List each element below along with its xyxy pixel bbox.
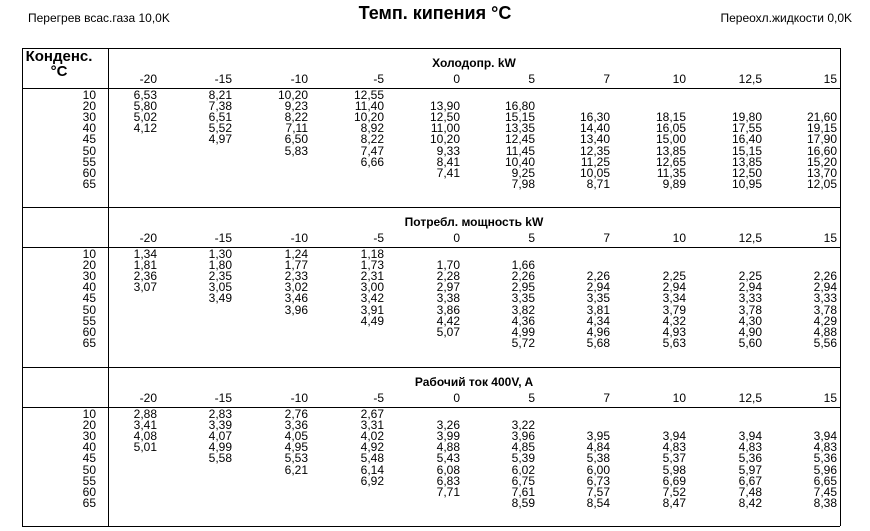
table-cell: 11,00 [430, 121, 460, 136]
table-cell: 2,88 [133, 407, 157, 421]
table-cell: 4,95 [284, 440, 308, 455]
table-cell: 17,90 [806, 132, 837, 147]
table-cell: 1,24 [284, 247, 308, 261]
table-cell: 9,89 [662, 176, 686, 191]
table-cell: 6,92 [360, 473, 384, 488]
table-cell: 7,11 [285, 121, 308, 136]
table-cell: 2,35 [208, 269, 232, 284]
table-cell: 15,20 [806, 154, 837, 169]
table-cell: 6,69 [662, 473, 686, 488]
evap-temp-header: 0 [453, 72, 460, 86]
table-cell: 3,33 [813, 291, 837, 306]
table-cell: 6,02 [511, 462, 535, 477]
table-cell: 3,07 [133, 280, 157, 295]
table-cell: 6,67 [738, 473, 762, 488]
table-cell: 6,83 [436, 473, 460, 488]
table-cell: 5,58 [208, 451, 232, 466]
evap-temp-header: 10 [672, 72, 686, 86]
evap-temp-header: 15 [823, 231, 837, 245]
table-cell: 5,36 [738, 451, 762, 466]
table-cell: 2,25 [662, 269, 686, 284]
table-cell: 10,20 [353, 110, 384, 125]
condensing-temp: 10 [82, 407, 96, 421]
table-cell: 6,73 [586, 473, 610, 488]
table-cell: 3,78 [813, 302, 837, 317]
table-cell: 6,14 [360, 462, 384, 477]
table-cell: 3,81 [586, 302, 610, 317]
table-cell: 2,94 [813, 280, 837, 295]
table-cell: 13,90 [429, 99, 460, 114]
table-cell: 2,67 [360, 407, 384, 421]
table-cell: 5,39 [511, 451, 535, 466]
table-cell: 3,35 [511, 291, 535, 306]
page-title: Темп. кипения °C [358, 3, 512, 23]
evap-temp-header: 5 [528, 231, 535, 245]
table-cell: 2,76 [284, 407, 308, 421]
table-cell: 12,05 [806, 176, 837, 191]
table-cell: 5,01 [133, 440, 157, 455]
table-cell: 13,85 [655, 143, 686, 158]
table-cell: 7,57 [586, 484, 610, 499]
table-cell: 2,94 [586, 280, 610, 295]
table-cell: 10,20 [429, 132, 460, 147]
condensing-temp: 30 [82, 429, 96, 444]
evap-temp-header: -15 [214, 391, 232, 405]
evap-temp-header: -15 [214, 231, 232, 245]
table-cell: 4,84 [586, 440, 610, 455]
condensing-temp: 55 [82, 154, 96, 169]
table-cell: 16,40 [731, 132, 762, 147]
table-border-bottom [22, 526, 840, 527]
table-cell: 2,33 [284, 269, 308, 284]
table-cell: 3,39 [208, 418, 232, 433]
table-cell: 8,22 [360, 132, 384, 147]
table-cell: 7,61 [511, 484, 535, 499]
condensing-temp: 45 [82, 132, 96, 147]
section-title: Холодопр. kW [432, 56, 516, 70]
table-cell: 6,21 [284, 462, 308, 477]
table-cell: 1,18 [360, 247, 384, 261]
table-cell: 3,26 [436, 418, 460, 433]
table-cell: 3,96 [511, 429, 535, 444]
table-cell: 6,65 [813, 473, 837, 488]
table-cell: 8,92 [360, 121, 384, 136]
table-cell: 4,12 [133, 121, 157, 136]
table-cell: 3,00 [360, 280, 384, 295]
table-cell: 18,15 [655, 110, 686, 125]
table-cell: 1,34 [133, 247, 157, 261]
table-cell: 1,70 [436, 258, 460, 273]
table-cell: 12,65 [655, 154, 686, 169]
table-cell: 3,36 [284, 418, 308, 433]
evap-temp-header: 7 [603, 72, 610, 86]
table-cell: 6,75 [511, 473, 535, 488]
evap-temp-header: -10 [290, 72, 308, 86]
section-top-line [22, 48, 840, 49]
table-cell: 8,59 [511, 495, 535, 510]
condensing-temp: 30 [82, 110, 96, 125]
table-cell: 19,15 [806, 121, 837, 136]
condensing-temp: 65 [82, 335, 96, 350]
evap-temp-header: -20 [139, 391, 157, 405]
table-cell: 4,99 [208, 440, 232, 455]
table-cell: 7,52 [662, 484, 686, 499]
evap-temp-header: 5 [528, 72, 535, 86]
evap-temp-header: -10 [290, 391, 308, 405]
table-cell: 5,52 [208, 121, 232, 136]
table-cell: 8,41 [436, 154, 460, 169]
table-cell: 11,45 [505, 143, 535, 158]
table-cell: 4,05 [284, 429, 308, 444]
table-cell: 4,90 [738, 324, 762, 339]
condensing-temp: 10 [82, 88, 96, 102]
condensing-temp: 65 [82, 176, 96, 191]
table-cell: 8,54 [586, 495, 610, 510]
table-cell: 9,23 [284, 99, 308, 114]
table-cell: 5,80 [133, 99, 157, 114]
table-cell: 2,94 [738, 280, 762, 295]
table-cell: 4,92 [360, 440, 384, 455]
table-cell: 6,53 [133, 88, 157, 102]
table-cell: 3,96 [284, 302, 308, 317]
condensing-temp: 45 [82, 291, 96, 306]
table-cell: 2,26 [586, 269, 610, 284]
section-title: Потребл. мощность kW [404, 215, 544, 229]
table-cell: 4,07 [208, 429, 232, 444]
table-cell: 4,30 [738, 313, 762, 328]
table-cell: 13,35 [504, 121, 535, 136]
condensing-temp: 65 [82, 495, 96, 510]
table-cell: 2,97 [436, 280, 460, 295]
evap-temp-header: 15 [823, 391, 837, 405]
table-cell: 5,36 [813, 451, 837, 466]
table-border-right [840, 48, 841, 526]
table-cell: 8,38 [813, 495, 837, 510]
table-cell: 3,38 [436, 291, 460, 306]
table-cell: 10,95 [731, 176, 762, 191]
table-cell: 7,45 [813, 484, 837, 499]
condensing-temp: 20 [82, 418, 96, 433]
condensing-temp: 20 [82, 99, 96, 114]
table-cell: 8,21 [208, 88, 232, 102]
table-cell: 3,49 [208, 291, 232, 306]
table-cell: 4,83 [813, 440, 837, 455]
evap-temp-header: -5 [373, 391, 384, 405]
subcooling-label: Переохл.жидкости 0,0K [720, 11, 852, 25]
table-cell: 4,49 [360, 313, 384, 328]
table-cell: 2,26 [813, 269, 837, 284]
table-cell: 3,99 [436, 429, 460, 444]
table-cell: 3,94 [813, 429, 837, 444]
table-cell: 15,15 [504, 110, 535, 125]
evap-temp-header: 5 [528, 391, 535, 405]
evap-temp-header: 7 [603, 391, 610, 405]
table-cell: 2,28 [436, 269, 460, 284]
table-cell: 13,85 [731, 154, 762, 169]
table-cell: 5,63 [662, 335, 686, 350]
table-cell: 4,34 [586, 313, 610, 328]
table-cell: 3,33 [738, 291, 762, 306]
table-cell: 1,30 [208, 247, 232, 261]
table-cell: 3,91 [360, 302, 384, 317]
section-top-line [22, 207, 840, 208]
evap-temp-header: 7 [603, 231, 610, 245]
table-cell: 16,60 [806, 143, 837, 158]
condensing-temp: 45 [82, 451, 96, 466]
table-cell: 5,37 [662, 451, 686, 466]
table-cell: 2,83 [208, 407, 232, 421]
table-cell: 5,96 [813, 462, 837, 477]
table-cell: 1,80 [208, 258, 232, 273]
table-cell: 2,25 [738, 269, 762, 284]
table-cell: 14,40 [579, 121, 610, 136]
table-cell: 10,40 [504, 154, 535, 169]
table-cell: 4,32 [662, 313, 686, 328]
evap-temp-header: -5 [373, 231, 384, 245]
table-cell: 3,82 [511, 302, 535, 317]
evap-temp-header: -15 [214, 72, 232, 86]
table-cell: 4,88 [813, 324, 837, 339]
table-cell: 5,98 [662, 462, 686, 477]
section-top-line [22, 367, 840, 368]
table-cell: 7,47 [360, 143, 384, 158]
table-cell: 12,50 [731, 165, 762, 180]
condensing-temp: 60 [82, 165, 96, 180]
table-cell: 6,00 [586, 462, 610, 477]
table-cell: 6,08 [436, 462, 460, 477]
table-cell: 1,73 [360, 258, 384, 273]
table-cell: 7,38 [208, 99, 232, 114]
table-cell: 5,56 [813, 335, 837, 350]
table-cell: 6,51 [208, 110, 232, 125]
table-cell: 7,48 [738, 484, 762, 499]
table-cell: 15,15 [731, 143, 762, 158]
table-cell: 7,98 [511, 176, 535, 191]
table-cell: 4,02 [360, 429, 384, 444]
condensing-temp-header: Конденс. °C [25, 48, 93, 80]
table-cell: 5,60 [738, 335, 762, 350]
table-cell: 7,41 [436, 165, 460, 180]
table-cell: 12,55 [353, 88, 384, 102]
condensing-temp: 55 [82, 313, 96, 328]
evap-temp-header: 12,5 [738, 391, 762, 405]
table-cell: 16,80 [504, 99, 535, 114]
table-cell: 10,05 [579, 165, 610, 180]
table-cell: 4,08 [133, 429, 157, 444]
table-cell: 12,45 [504, 132, 535, 147]
table-cell: 1,77 [284, 258, 308, 273]
evap-temp-header: -10 [290, 231, 308, 245]
table-cell: 3,94 [738, 429, 762, 444]
table-cell: 3,31 [360, 418, 384, 433]
condensing-temp: 40 [82, 121, 96, 136]
condensing-temp: 20 [82, 258, 96, 273]
table-cell: 4,42 [436, 313, 460, 328]
section-title: Рабочий ток 400V, A [414, 375, 534, 389]
table-cell: 4,99 [511, 324, 535, 339]
condensing-temp: 10 [82, 247, 96, 261]
table-cell: 3,41 [133, 418, 157, 433]
table-cell: 4,88 [436, 440, 460, 455]
table-cell: 3,22 [511, 418, 535, 433]
condensing-temp: 50 [82, 462, 96, 477]
table-cell: 4,83 [738, 440, 762, 455]
table-cell: 3,05 [208, 280, 232, 295]
evap-temp-header: 12,5 [738, 72, 762, 86]
table-cell: 3,95 [586, 429, 610, 444]
table-cell: 8,22 [284, 110, 308, 125]
table-cell: 6,50 [284, 132, 308, 147]
condensing-temp: 30 [82, 269, 96, 284]
table-cell: 21,60 [806, 110, 837, 125]
table-cell: 1,81 [133, 258, 157, 273]
evap-temp-header: 10 [672, 391, 686, 405]
table-cell: 5,48 [360, 451, 384, 466]
evap-temp-header: 0 [453, 391, 460, 405]
table-cell: 13,70 [806, 165, 837, 180]
table-cell: 11,40 [354, 99, 384, 114]
table-cell: 12,50 [429, 110, 460, 125]
table-cell: 12,35 [579, 143, 610, 158]
table-cell: 7,71 [436, 484, 460, 499]
superheat-label: Перегрев всас.газа 10,0K [28, 11, 170, 25]
condensing-temp: 55 [82, 473, 96, 488]
table-cell: 11,25 [580, 154, 610, 169]
evap-temp-header: 0 [453, 231, 460, 245]
table-cell: 9,25 [511, 165, 535, 180]
table-cell: 5,72 [511, 335, 535, 350]
table-cell: 5,68 [586, 335, 610, 350]
table-cell: 4,85 [511, 440, 535, 455]
condensing-temp: 40 [82, 280, 96, 295]
table-cell: 9,33 [436, 143, 460, 158]
table-cell: 2,26 [511, 269, 535, 284]
table-cell: 19,80 [731, 110, 762, 125]
table-cell: 3,78 [738, 302, 762, 317]
condensing-temp: 40 [82, 440, 96, 455]
table-cell: 5,02 [133, 110, 157, 125]
table-cell: 4,83 [662, 440, 686, 455]
table-cell: 2,31 [360, 269, 384, 284]
table-cell: 8,71 [586, 176, 610, 191]
table-cell: 1,66 [511, 258, 535, 273]
table-cell: 4,93 [662, 324, 686, 339]
table-cell: 5,43 [436, 451, 460, 466]
table-cell: 3,46 [284, 291, 308, 306]
evap-temp-header: -20 [139, 72, 157, 86]
table-cell: 15,00 [655, 132, 686, 147]
evap-temp-header: 15 [823, 72, 837, 86]
evap-temp-header: 12,5 [738, 231, 762, 245]
table-cell: 2,95 [511, 280, 535, 295]
evap-temp-header: -5 [373, 72, 384, 86]
table-divider [108, 48, 109, 526]
table-cell: 10,20 [277, 88, 308, 102]
condensing-temp: 60 [82, 484, 96, 499]
condensing-temp: 60 [82, 324, 96, 339]
table-cell: 3,02 [284, 280, 308, 295]
table-cell: 3,42 [360, 291, 384, 306]
table-cell: 5,07 [436, 324, 460, 339]
table-cell: 4,96 [586, 324, 610, 339]
table-cell: 6,66 [360, 154, 384, 169]
table-cell: 5,97 [738, 462, 762, 477]
table-cell: 16,05 [655, 121, 686, 136]
table-cell: 4,36 [511, 313, 535, 328]
condensing-temp: 50 [82, 302, 96, 317]
table-cell: 17,55 [731, 121, 762, 136]
table-cell: 5,38 [586, 451, 610, 466]
table-cell: 5,53 [284, 451, 308, 466]
table-cell: 3,86 [436, 302, 460, 317]
table-cell: 8,42 [738, 495, 762, 510]
table-cell: 2,36 [133, 269, 157, 284]
evap-temp-header: -20 [139, 231, 157, 245]
table-cell: 11,35 [656, 165, 686, 180]
table-cell: 5,83 [284, 143, 308, 158]
condensing-temp: 50 [82, 143, 96, 158]
table-cell: 13,40 [579, 132, 610, 147]
table-cell: 3,35 [586, 291, 610, 306]
table-cell: 16,30 [579, 110, 610, 125]
table-cell: 3,34 [662, 291, 686, 306]
table-cell: 8,47 [662, 495, 686, 510]
table-cell: 4,97 [208, 132, 232, 147]
table-cell: 2,94 [662, 280, 686, 295]
table-cell: 3,79 [662, 302, 686, 317]
evap-temp-header: 10 [672, 231, 686, 245]
table-cell: 4,29 [813, 313, 837, 328]
table-border-left [22, 48, 23, 526]
table-cell: 3,94 [662, 429, 686, 444]
